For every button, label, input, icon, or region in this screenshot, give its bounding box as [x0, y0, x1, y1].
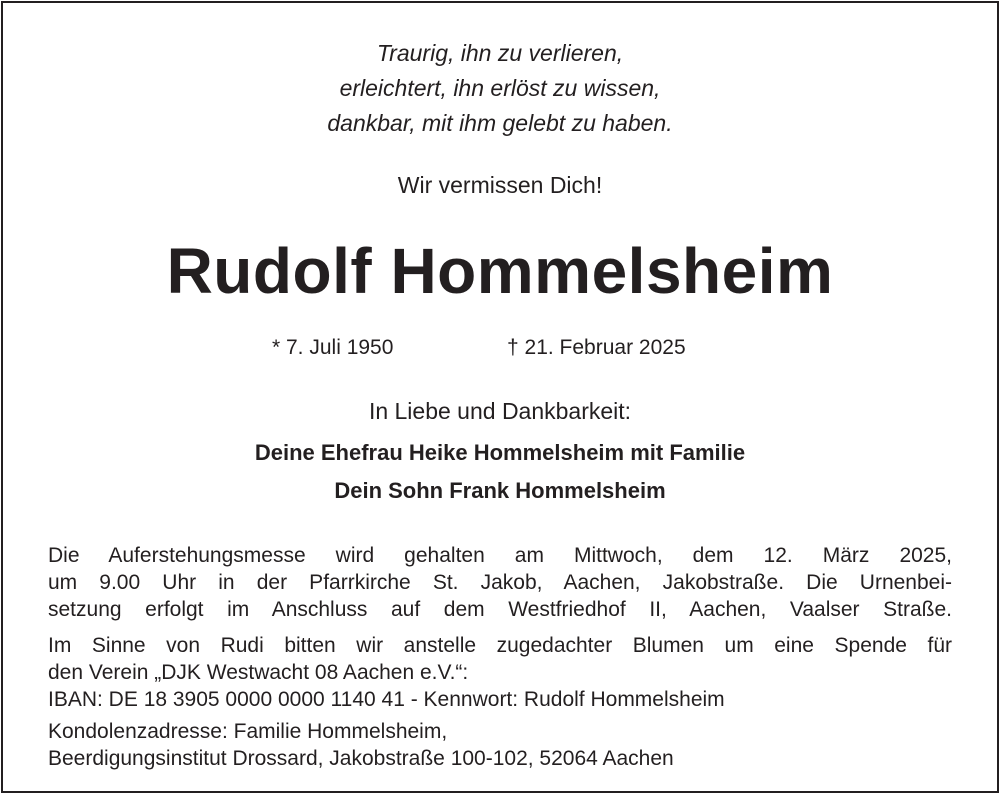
iban-line: IBAN: DE 18 3905 0000 0000 1140 41 - Kennwort: Rudolf Hommelsheim — [48, 688, 725, 711]
condolence-paragraph — [48, 718, 952, 772]
paragraph-line: den Verein „DJK Westwacht 08 Aachen e.V.“: — [48, 661, 469, 684]
paragraph-line: setzung erfolgt im Anschluss auf dem Westfriedhof II, Aachen, Vaalser Straße. — [48, 598, 952, 621]
paragraph-line: um 9.00 Uhr in der Pfarrkirche St. Jakob, Aachen, Jakobstraße. Die Urnenbei- — [48, 571, 952, 594]
birth-date: * 7. Juli 1950 — [272, 336, 394, 359]
deceased-name: Rudolf Hommelsheim — [166, 235, 834, 307]
miss-you-text: Wir vermissen Dich! — [397, 172, 603, 198]
paragraph-line: Im Sinne von Rudi bitten wir anstelle zugedachter Blumen um eine Spende für — [48, 634, 952, 657]
service-paragraph — [48, 542, 952, 623]
death-date: † 21. Februar 2025 — [507, 336, 686, 359]
paragraph-line: Die Auferstehungsmesse wird gehalten am Mittwoch, dem 12. März 2025, — [48, 544, 952, 567]
in-love-heading: In Liebe und Dankbarkeit: — [368, 398, 632, 424]
donation-paragraph — [48, 632, 952, 713]
poem-line: erleichtert, ihn erlöst zu wissen, — [339, 75, 661, 101]
mourner-wife: Deine Ehefrau Heike Hommelsheim mit Familie — [254, 440, 746, 465]
mourner-son: Dein Sohn Frank Hommelsheim — [334, 478, 666, 503]
paragraph-line: Beerdigungsinstitut Drossard, Jakobstraße 100-102, 52064 Aachen — [48, 747, 674, 770]
poem — [0, 36, 1000, 141]
paragraph-line: Kondolenzadresse: Familie Hommelsheim, — [48, 720, 448, 743]
poem-line: Traurig, ihn zu verlieren, — [376, 40, 624, 66]
poem-line: dankbar, mit ihm gelebt zu haben. — [327, 110, 673, 136]
